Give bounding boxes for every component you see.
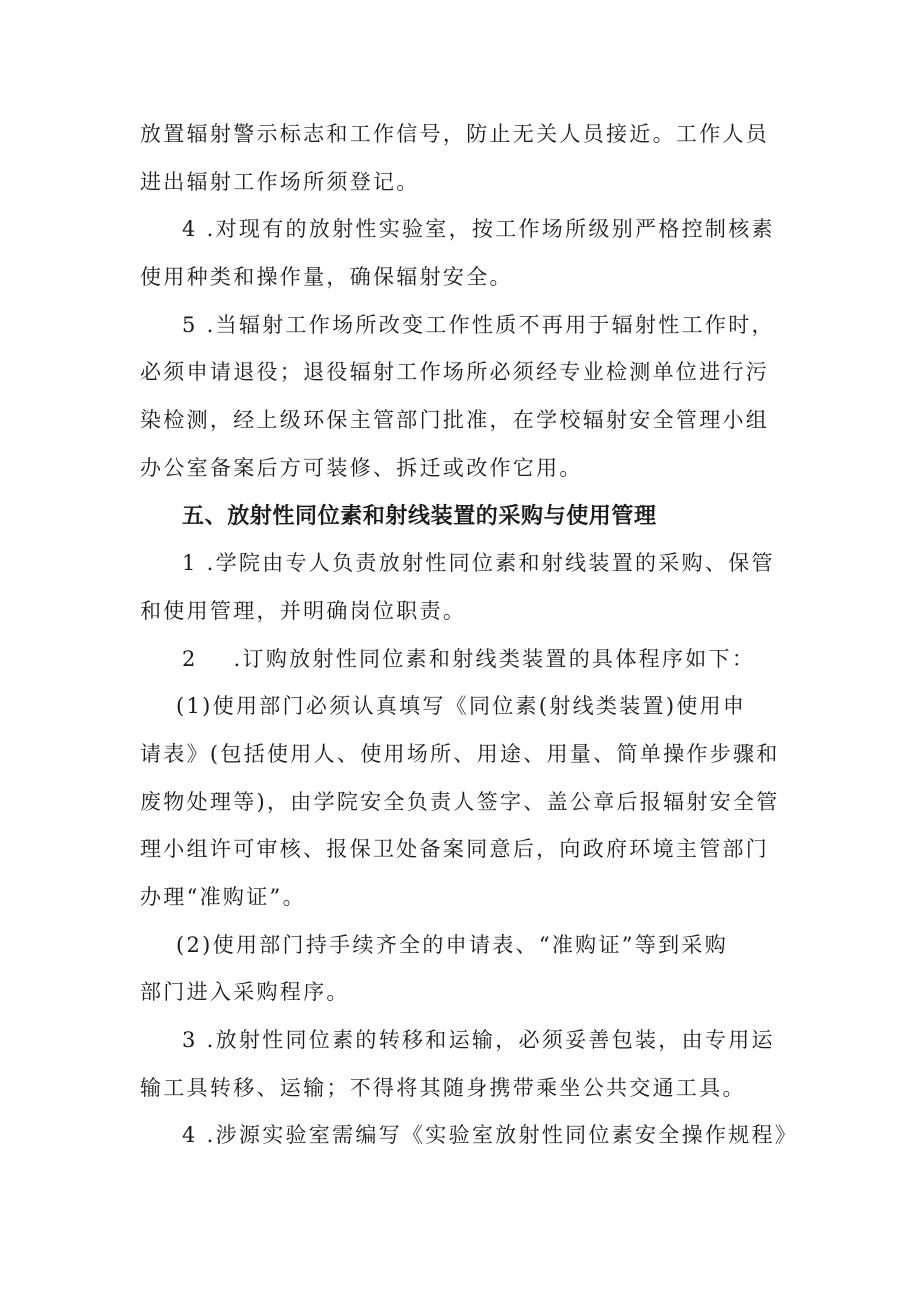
paragraph-line: 4 .涉源实验室需编写《实验室放射性同位素安全操作规程》	[182, 1123, 799, 1148]
paragraph-line: 废物处理等)，由学院安全负责人签字、盖公章后报辐射安全管	[140, 789, 780, 814]
paragraph-line: 3 .放射性同位素的转移和运输，必须妥善包装，由专用运	[182, 1028, 775, 1053]
paragraph-line: 1 .学院由专人负责放射性同位素和射线装置的采购、保管	[182, 551, 775, 576]
paragraph-line: 请表》(包括使用人、使用场所、用途、用量、简单操作步骤和	[140, 741, 780, 766]
paragraph-line: 理小组许可审核、报保卫处备案同意后，向政府环境主管部门	[140, 837, 770, 862]
paragraph-line: 办公室备案后方可装修、拆迁或改作它用。	[140, 455, 583, 480]
paragraph-line: 输工具转移、运输；不得将其随身携带乘坐公共交通工具。	[140, 1075, 746, 1100]
paragraph-line: 和使用管理，并明确岗位职责。	[140, 598, 467, 623]
paragraph-line: 部门进入采购程序。	[140, 980, 350, 1005]
paragraph-line: 放置辐射警示标志和工作信号，防止无关人员接近。工作人员	[140, 122, 770, 146]
paragraph-line: 4 .对现有的放射性实验室，按工作场所级别严格控制核素	[182, 217, 775, 242]
paragraph-line: (2)使用部门持手续齐全的申请表、“准购证”等到采购	[176, 932, 729, 957]
paragraph-line: 染检测，经上级环保主管部门批准，在学校辐射安全管理小组	[140, 408, 770, 433]
paragraph-line: 5 .当辐射工作场所改变工作性质不再用于辐射性工作时，	[182, 312, 775, 337]
paragraph-line: 2 .订购放射性同位素和射线类装置的具体程序如下：	[182, 646, 756, 671]
paragraph-line: 办理“准购证”。	[140, 885, 306, 909]
document-page	[140, 111, 810, 1160]
paragraph-line: 使用种类和操作量，确保辐射安全。	[140, 265, 513, 290]
section-heading: 五、放射性同位素和射线装置的采购与使用管理	[182, 503, 657, 529]
paragraph-line: (1)使用部门必须认真填写《同位素(射线类装置)使用申	[176, 694, 747, 719]
paragraph-line: 进出辐射工作场所须登记。	[140, 169, 420, 194]
paragraph-line: 必须申请退役；退役辐射工作场所必须经专业检测单位进行污	[140, 360, 770, 385]
